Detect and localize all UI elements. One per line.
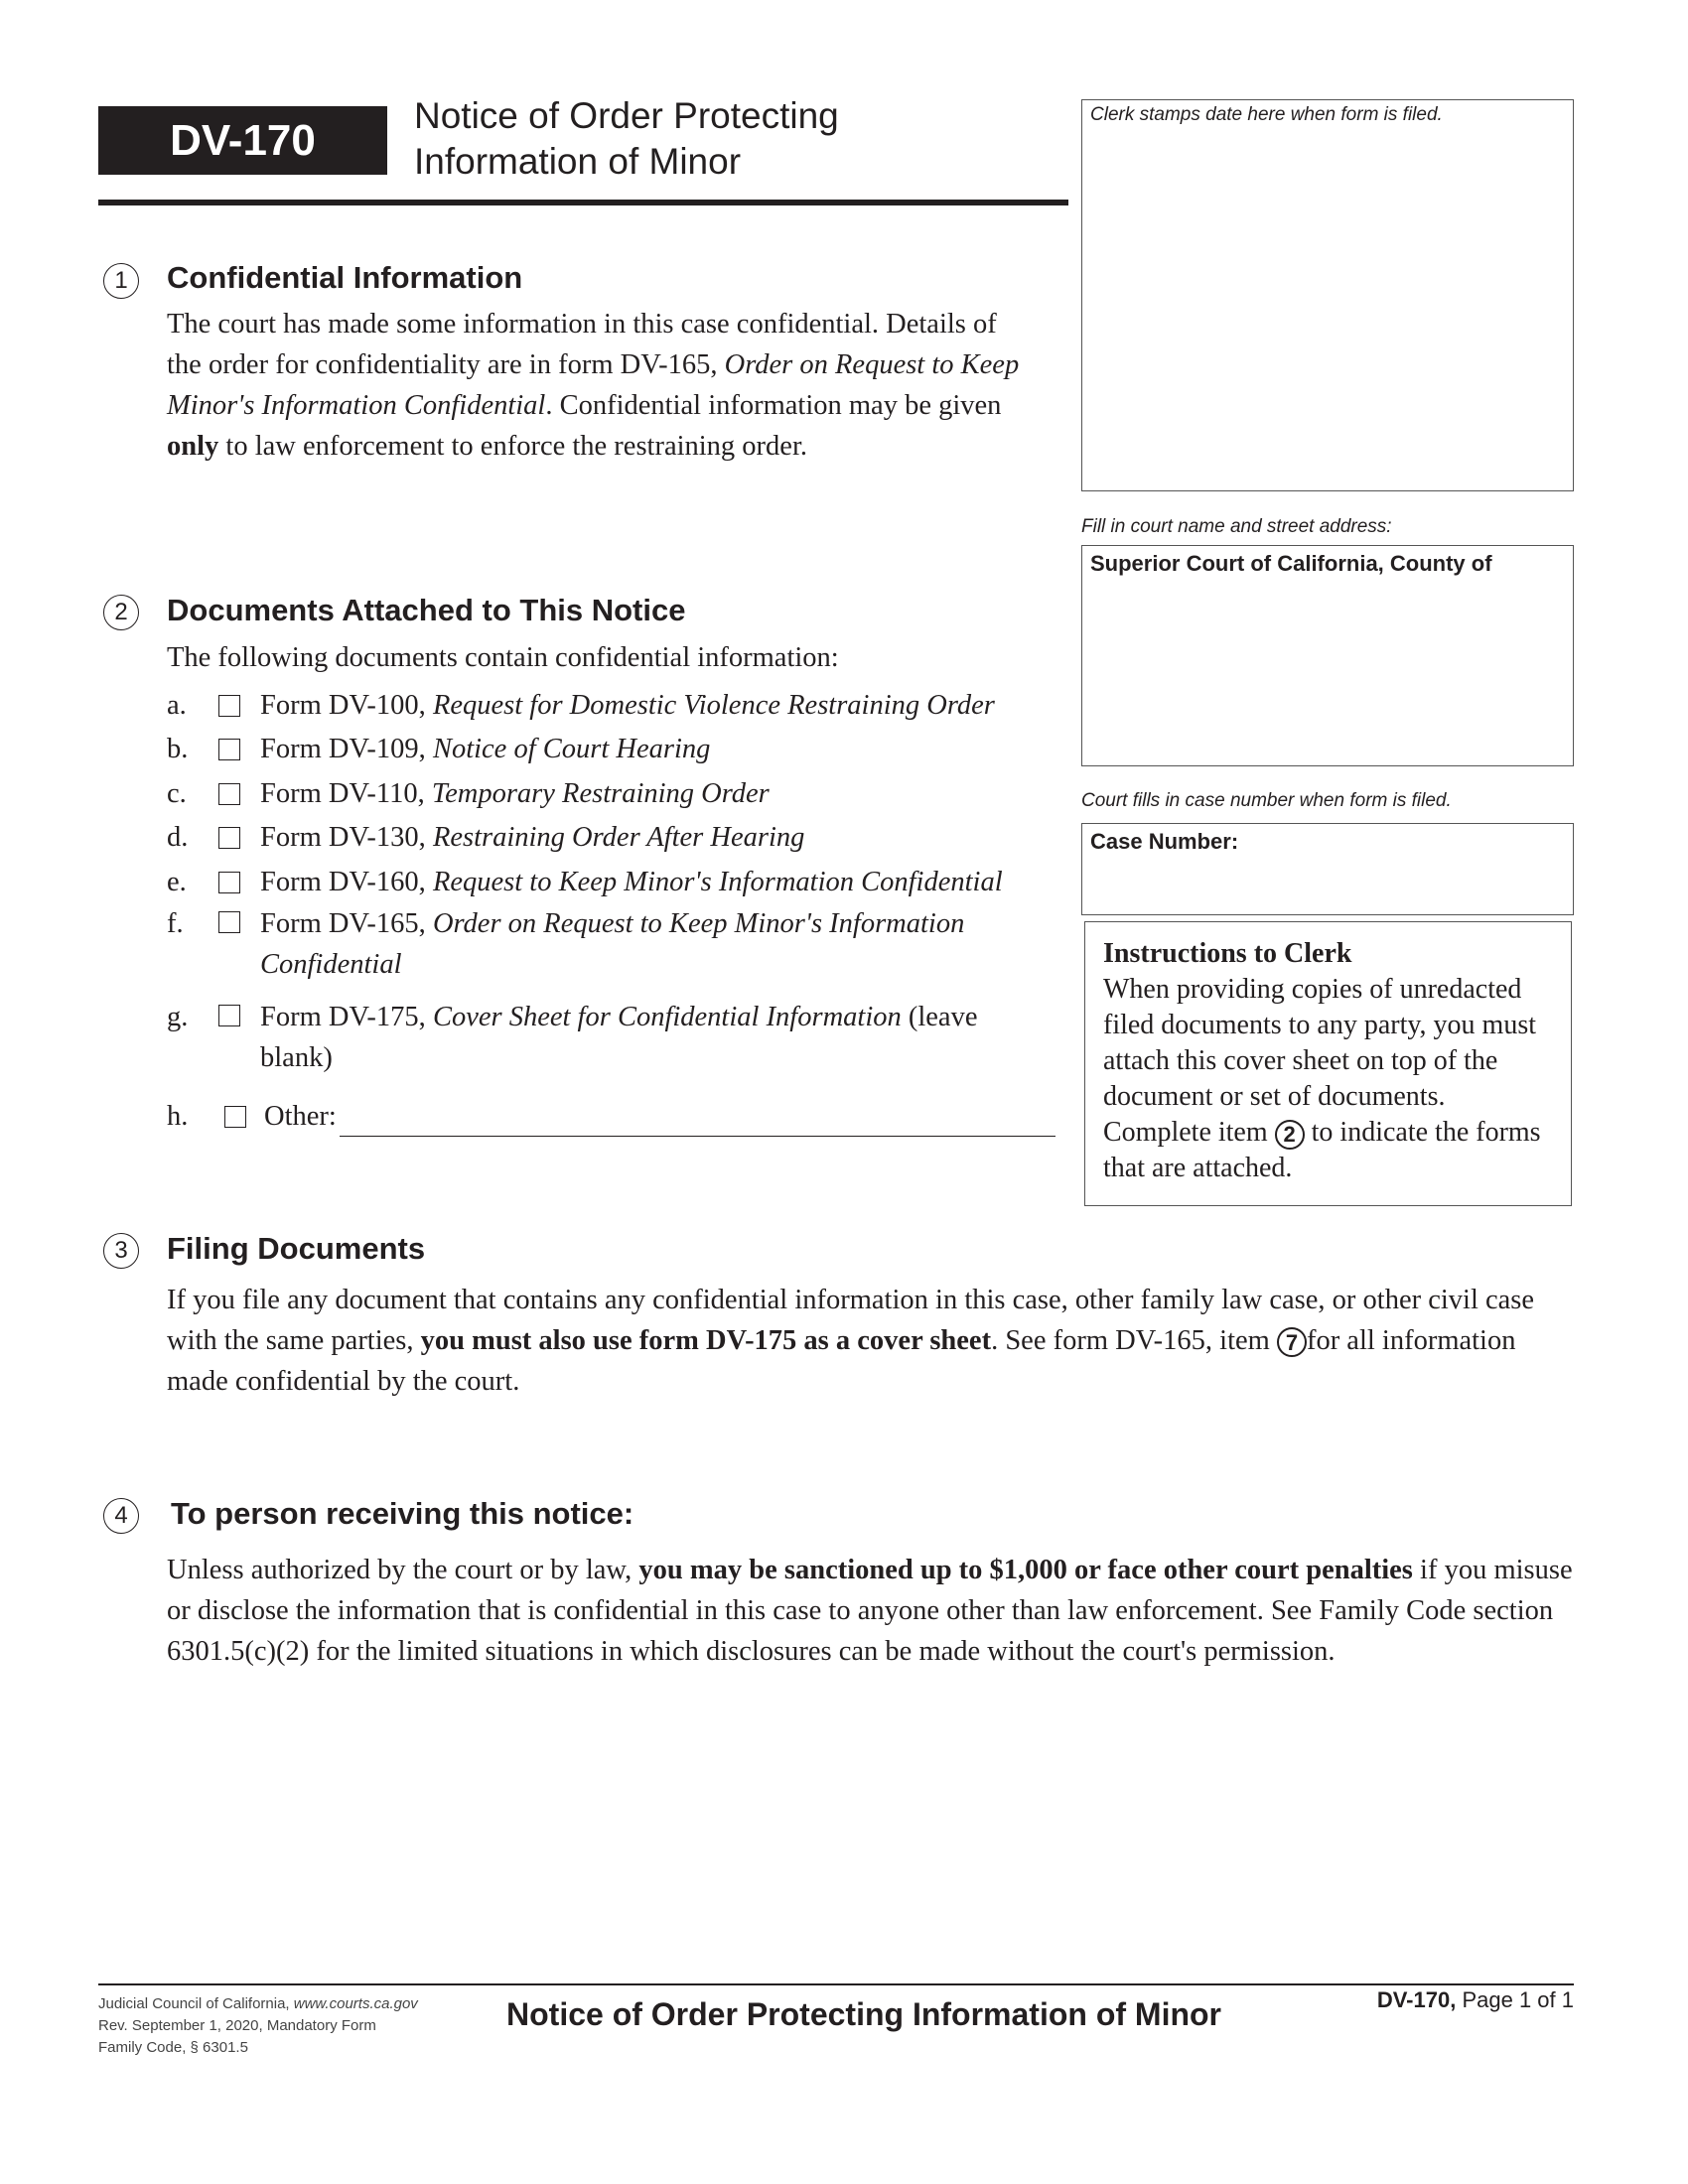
instructions-text-2: to indicate the forms that are attached. xyxy=(1103,1117,1541,1183)
footer-line-3: Family Code, § 6301.5 xyxy=(98,2039,248,2056)
doc-item-e xyxy=(260,862,1003,902)
section-heading-3: Filing Documents xyxy=(167,1231,426,1266)
doc-letter-g: g. xyxy=(167,1002,189,1032)
doc-checkbox-d[interactable] xyxy=(218,827,240,849)
footer-council: Judicial Council of California, xyxy=(98,1995,290,2012)
s3-text-1: If you file any document that contains any confidential information in this case, other family law case, or other civil case with the same parties, xyxy=(167,1285,1535,1356)
section-2-intro: The following documents contain confidential information: xyxy=(167,642,839,673)
doc-suffix: (leave blank) xyxy=(260,1002,978,1073)
doc-letter-b: b. xyxy=(167,734,189,764)
item-ref-circle: 2 xyxy=(1275,1120,1305,1150)
footer-link[interactable]: www.courts.ca.gov xyxy=(293,1995,418,2012)
instructions-text-1: When providing copies of unredacted filed documents to any party, you must attach this cover sheet on top of the document or set of documents. Complete item xyxy=(1103,974,1536,1148)
doc-title: Request for Domestic Violence Restraining Order xyxy=(432,690,995,721)
doc-title: Temporary Restraining Order xyxy=(431,778,770,809)
item-ref-circle: 7 xyxy=(1277,1327,1307,1357)
title-line-2: Information of Minor xyxy=(414,141,742,182)
footer-page xyxy=(1377,1987,1574,2013)
doc-item-b xyxy=(260,729,710,769)
doc-checkbox-f[interactable] xyxy=(218,911,240,933)
section-number-3: 3 xyxy=(103,1233,139,1269)
footer-line-1 xyxy=(98,1993,418,2015)
s1-text-3: to law enforcement to enforce the restraining order. xyxy=(225,431,807,462)
court-address-field[interactable] xyxy=(1081,545,1574,766)
section-4-text xyxy=(167,1550,1577,1672)
s3-text-2: . See form DV-165, item xyxy=(991,1325,1270,1356)
page-number: Page 1 of 1 xyxy=(1462,1987,1574,2012)
instructions-title: Instructions to Clerk xyxy=(1103,938,1352,969)
footer-line-2: Rev. September 1, 2020, Mandatory Form xyxy=(98,2017,376,2034)
doc-checkbox-other[interactable] xyxy=(224,1106,246,1128)
doc-letter-f: f. xyxy=(167,908,184,939)
s3-text-3: for all information made confidential by the court. xyxy=(167,1325,1516,1397)
form-title xyxy=(414,93,839,185)
doc-letter-d: d. xyxy=(167,822,189,853)
doc-checkbox-b[interactable] xyxy=(218,739,240,760)
doc-title: Cover Sheet for Confidential Information xyxy=(432,1002,902,1032)
doc-item-f xyxy=(260,903,1055,985)
footer-form-id: DV-170, xyxy=(1376,1987,1457,2012)
doc-form: Form DV-165, xyxy=(260,908,426,939)
doc-checkbox-g[interactable] xyxy=(218,1005,240,1026)
section-heading-2: Documents Attached to This Notice xyxy=(167,593,686,627)
case-label: Court fills in case number when form is filed. xyxy=(1081,790,1452,811)
s1-bold: only xyxy=(167,431,219,462)
doc-item-d xyxy=(260,817,804,858)
section-heading-1: Confidential Information xyxy=(167,260,523,295)
s1-text-2: . Confidential information may be given xyxy=(545,390,1002,421)
other-input[interactable] xyxy=(340,1104,1055,1137)
header-rule xyxy=(98,200,1068,205)
footer-left xyxy=(98,1993,418,2059)
doc-form: Form DV-100, xyxy=(260,690,426,721)
s1-italic: Order on Request to Keep Minor's Information Confidential xyxy=(167,349,1020,421)
doc-checkbox-e[interactable] xyxy=(218,872,240,893)
doc-item-a xyxy=(260,685,1055,726)
doc-form: Form DV-109, xyxy=(260,734,426,764)
s4-text-2: if you misuse or disclose the information that is confidential in this case to anyone other than law enforcement. See Family Code section 6301.5(c)(2) for the limited situations in which disclosures can be made without the court's permission. xyxy=(167,1555,1573,1667)
doc-form: Form DV-130, xyxy=(260,822,426,853)
title-line-1: Notice of Order Protecting xyxy=(414,95,839,136)
case-number-label: Case Number: xyxy=(1090,829,1239,854)
doc-letter-c: c. xyxy=(167,778,187,809)
doc-item-g xyxy=(260,997,1045,1078)
clerk-stamp-label: Clerk stamps date here when form is filed. xyxy=(1090,104,1443,125)
doc-letter-h: h. xyxy=(167,1101,189,1132)
s4-text-1: Unless authorized by the court or by law, xyxy=(167,1555,633,1585)
doc-title: Request to Keep Minor's Information Confidential xyxy=(432,867,1003,897)
form-id: DV-170 xyxy=(98,106,387,175)
doc-checkbox-a[interactable] xyxy=(218,695,240,717)
other-label: Other: xyxy=(264,1101,337,1132)
section-number-1: 1 xyxy=(103,263,139,299)
doc-form: Form DV-110, xyxy=(260,778,425,809)
court-name: Superior Court of California, County of xyxy=(1090,551,1492,576)
doc-item-c xyxy=(260,773,770,814)
section-number-2: 2 xyxy=(103,595,139,630)
court-label: Fill in court name and street address: xyxy=(1081,516,1392,537)
footer-rule xyxy=(98,1983,1574,1985)
clerk-stamp-box xyxy=(1081,99,1574,491)
case-number-field[interactable] xyxy=(1081,823,1574,915)
s1-text-1: The court has made some information in this case confidential. Details of the order for confidentiality are in form DV-165, xyxy=(167,309,997,380)
section-heading-4: To person receiving this notice: xyxy=(171,1496,634,1531)
doc-title: Order on Request to Keep Minor's Information Confidential xyxy=(260,908,965,980)
section-number-4: 4 xyxy=(103,1498,139,1534)
s3-bold: you must also use form DV-175 as a cover sheet xyxy=(420,1325,992,1356)
doc-letter-a: a. xyxy=(167,690,187,721)
doc-letter-e: e. xyxy=(167,867,187,897)
instructions-to-clerk xyxy=(1084,921,1572,1206)
doc-form: Form DV-160, xyxy=(260,867,426,897)
instructions-text xyxy=(1103,972,1553,1186)
doc-form: Form DV-175, xyxy=(260,1002,426,1032)
doc-title: Notice of Court Hearing xyxy=(432,734,711,764)
doc-title: Restraining Order After Hearing xyxy=(432,822,805,853)
section-3-text xyxy=(167,1280,1572,1402)
doc-checkbox-c[interactable] xyxy=(218,783,240,805)
section-1-text xyxy=(167,304,1021,467)
footer-title: Notice of Order Protecting Information of Minor xyxy=(506,1996,1221,2032)
s4-bold: you may be sanctioned up to $1,000 or face other court penalties xyxy=(638,1555,1413,1585)
